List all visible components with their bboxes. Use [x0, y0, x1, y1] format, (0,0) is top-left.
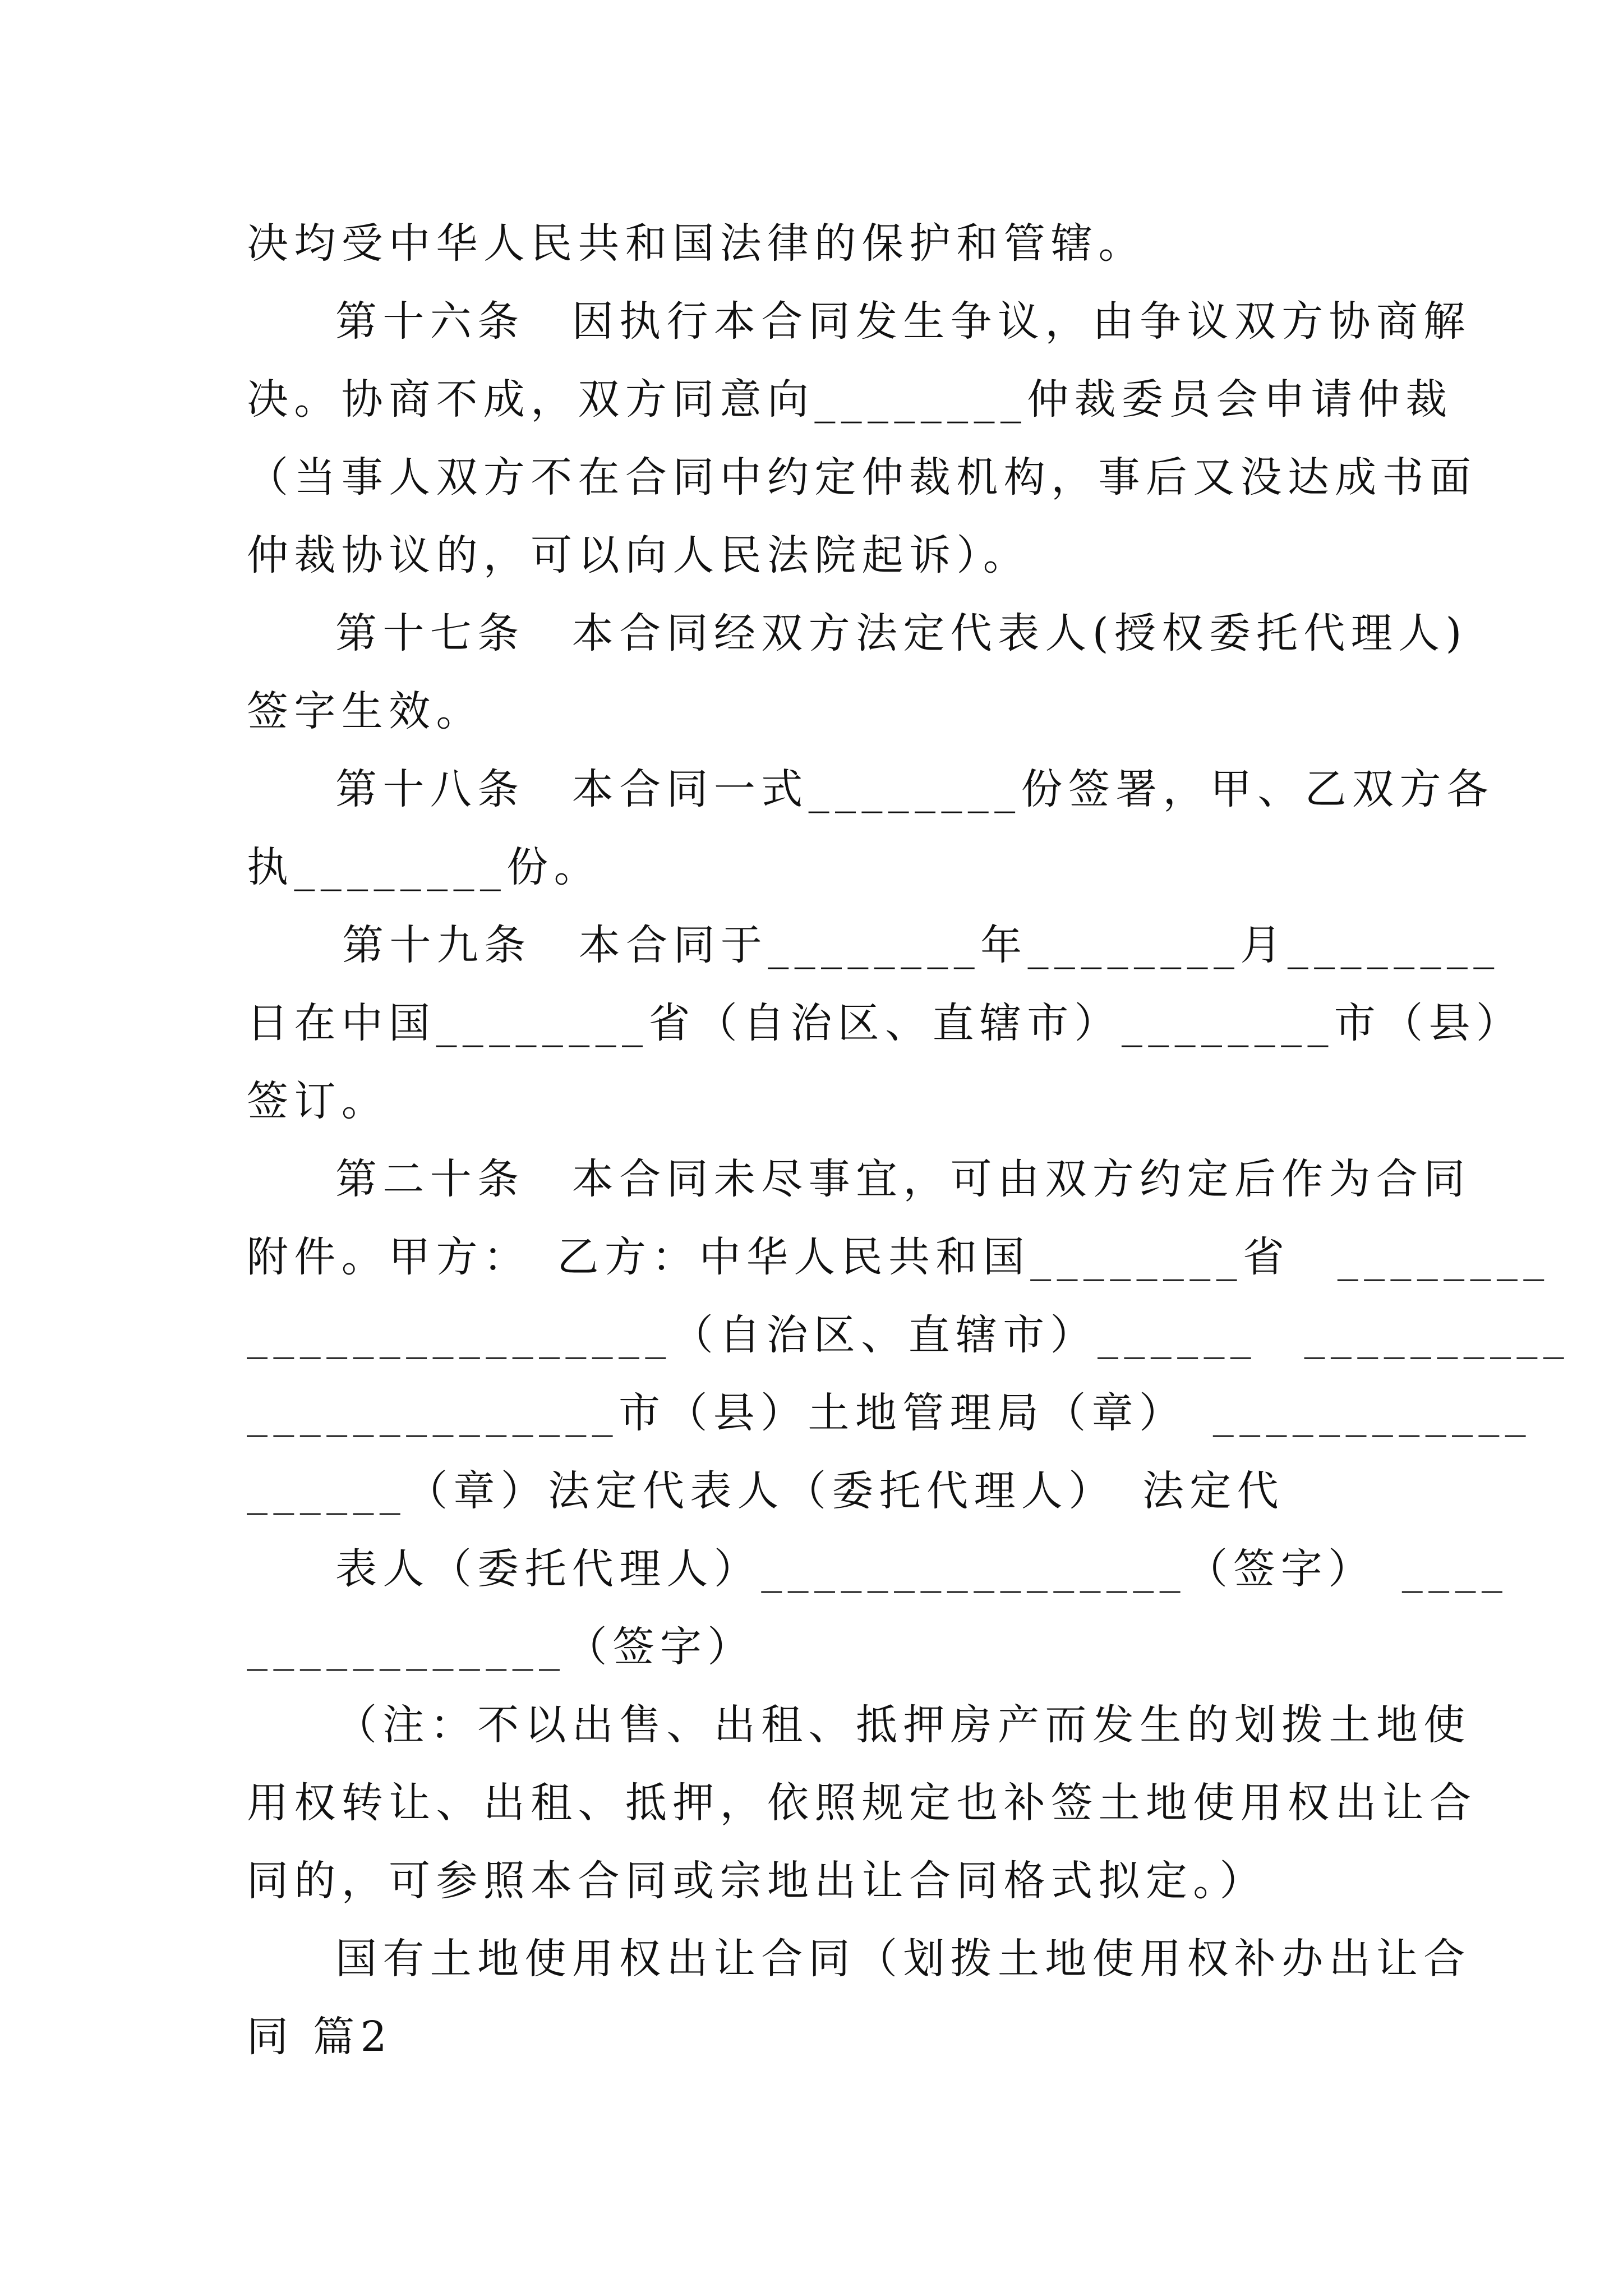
text-line-15: ________________（自治区、直辖市）______ __________ — [247, 1311, 1570, 1359]
text-line-16: ______________市（县）土地管理局（章） ____________ — [247, 1389, 1532, 1437]
text-line-4: （当事人双方不在合同中约定仲裁机构，事后又没达成书面 — [247, 453, 1477, 501]
text-line-19: ____________（签字） — [247, 1623, 755, 1671]
note-line-1: （注：不以出售、出租、抵押房产而发生的划拨土地使 — [335, 1701, 1471, 1749]
article-17-heading-line: 第十七条 本合同经双方法定代表人(授权委托代理人) — [335, 609, 1468, 657]
text-line-11: 日在中国________省（自治区、直辖市）________市（县） — [247, 999, 1524, 1047]
document-body — [247, 205, 1570, 2076]
note-line-2: 用权转让、出租、抵押，依照规定也补签土地使用权出让合 — [247, 1779, 1477, 1827]
note-line-3: 同的，可参照本合同或宗地出让合同格式拟定。） — [247, 1857, 1267, 1905]
text-line-3: 决。协商不成，双方同意向________仲裁委员会申请仲裁 — [247, 375, 1453, 424]
article-19-heading-line: 第十九条 本合同于________年________月________ — [342, 921, 1500, 969]
text-line-7: 签字生效。 — [247, 687, 483, 735]
article-16-heading-line: 第十六条 因执行本合同发生争议，由争议双方协商解 — [335, 297, 1471, 346]
text-line-12: 签订。 — [247, 1077, 389, 1125]
next-section-title-line-2: 同 篇2 — [247, 2013, 393, 2061]
next-section-title-line: 国有土地使用权出让合同（划拨土地使用权补办出让合 — [335, 1935, 1471, 1983]
article-20-heading-line: 第二十条 本合同未尽事宜，可由双方约定后作为合同 — [335, 1155, 1471, 1203]
text-line-18: 表人（委托代理人）________________（签字） ____ — [335, 1545, 1509, 1593]
article-18-heading-line: 第十八条 本合同一式________份签署，甲、乙双方各 — [335, 765, 1495, 813]
text-line-1: 决均受中华人民共和国法律的保护和管辖。 — [247, 219, 1146, 268]
text-line-17: ______（章）法定代表人（委托代理人） 法定代 — [247, 1467, 1284, 1515]
text-line-5: 仲裁协议的，可以向人民法院起诉）。 — [247, 531, 1031, 579]
text-line-9: 执________份。 — [247, 843, 601, 891]
text-line-14: 附件。甲方： 乙方：中华人民共和国________省 ________ — [247, 1233, 1550, 1281]
